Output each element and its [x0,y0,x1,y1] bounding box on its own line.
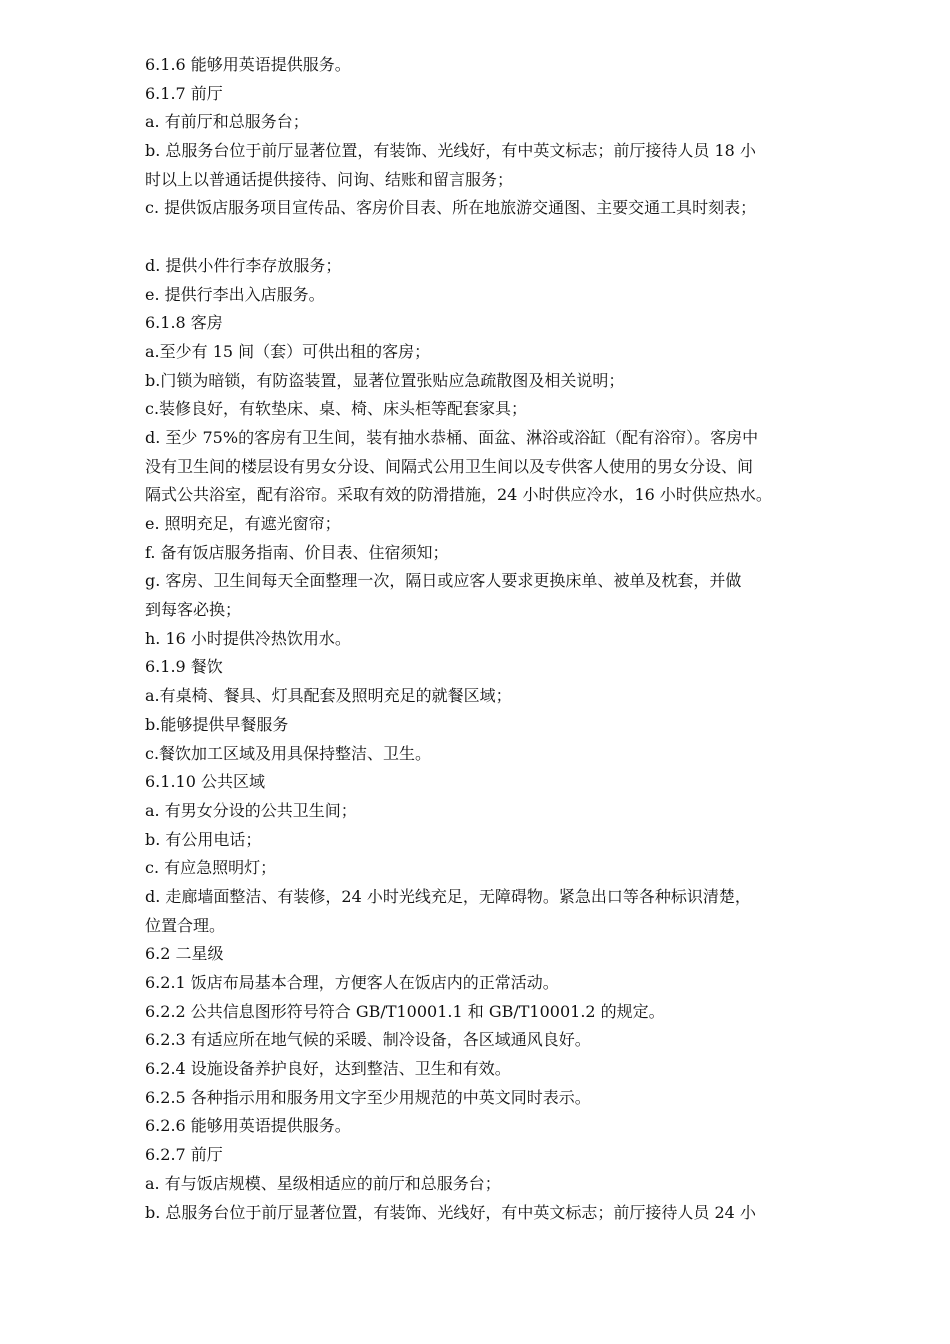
text-line: c.餐饮加工区域及用具保持整洁、卫生。 [145,743,432,763]
text-line: g. 客房、卫生间每天全面整理一次，隔日或应客人要求更换床单、被单及枕套，并做 [145,571,742,591]
text-line: 6.2.2 公共信息图形符号符合 GB/T10001.1 和 GB/T10001.2 的规定。 [145,1001,665,1021]
text-line: c. 提供饭店服务项目宣传品、客房价目表、所在地旅游交通图、主要交通工具时刻表； [145,198,757,218]
section-heading: 6.1.7 前厅 [145,83,223,103]
text-line: b.能够提供早餐服务 [145,714,289,734]
text-line: 6.2.4 设施设备养护良好，达到整洁、卫生和有效。 [145,1059,511,1079]
text-line: a. 有前厅和总服务台； [145,112,309,132]
text-line: b. 总服务台位于前厅显著位置，有装饰、光线好，有中英文标志；前厅接待人员 24 小 [145,1202,756,1222]
text-line: 6.1.6 能够用英语提供服务。 [145,55,351,74]
section-heading: 6.2 二星级 [145,944,224,964]
text-line: 位置合理。 [145,915,226,935]
text-line: e. 照明充足，有遮光窗帘； [145,514,341,533]
text-line: 6.2.3 有适应所在地气候的采暖、制冷设备，各区域通风良好。 [145,1030,591,1050]
text-line: h. 16 小时提供冷热饮用水。 [145,628,351,648]
text-line: b. 有公用电话； [145,829,262,849]
text-line: 6.2.1 饭店布局基本合理，方便客人在饭店内的正常活动。 [145,973,559,992]
blank-line [145,223,880,252]
text-line: d. 至少 75%的客房有卫生间，装有抽水恭桶、面盆、淋浴或浴缸（配有浴帘）。客房中 [145,427,759,447]
text-line: 6.2.5 各种指示用和服务用文字至少用规范的中英文同时表示。 [145,1087,591,1107]
section-heading: 6.1.9 餐饮 [145,657,223,677]
section-heading: 6.1.10 公共区域 [145,772,265,792]
text-line: a.有桌椅、餐具、灯具配套及照明充足的就餐区域； [145,686,512,706]
text-line: d. 提供小件行李存放服务； [145,255,342,275]
text-line: a.至少有 15 间（套）可供出租的客房； [145,341,431,361]
text-line: 隔式公共浴室，配有浴帘。采取有效的防滑措施，24 小时供应冷水，16 小时供应热水。 [145,485,772,505]
text-line: c. 有应急照明灯； [145,858,277,878]
text-line: a. 有男女分设的公共卫生间； [145,800,357,820]
text-line: e. 提供行李出入店服务。 [145,284,325,304]
text-line: a. 有与饭店规模、星级相适应的前厅和总服务台； [145,1173,501,1193]
text-line: d. 走廊墙面整洁、有装修，24 小时光线充足，无障碍物。紧急出口等各种标识清楚， [145,886,751,906]
text-line: f. 备有饭店服务指南、价目表、住宿须知； [145,542,449,562]
section-heading: 6.2.7 前厅 [145,1145,223,1165]
text-line: 到每客必换； [145,600,242,620]
section-heading: 6.1.8 客房 [145,313,223,333]
text-line: b.门锁为暗锁，有防盗装置，显著位置张贴应急疏散图及相关说明； [145,370,625,390]
text-line: 6.2.6 能够用英语提供服务。 [145,1116,351,1136]
text-line: c.装修良好，有软垫床、桌、椅、床头柜等配套家具； [145,399,528,419]
text-line: 时以上以普通话提供接待、问询、结账和留言服务； [145,169,514,189]
text-line: b. 总服务台位于前厅显著位置，有装饰、光线好，有中英文标志；前厅接待人员 18 小 [145,141,756,161]
text-line: 没有卫生间的楼层设有男女分设、间隔式公用卫生间以及专供客人使用的男女分设、间 [145,456,754,476]
document-body [145,51,880,1227]
